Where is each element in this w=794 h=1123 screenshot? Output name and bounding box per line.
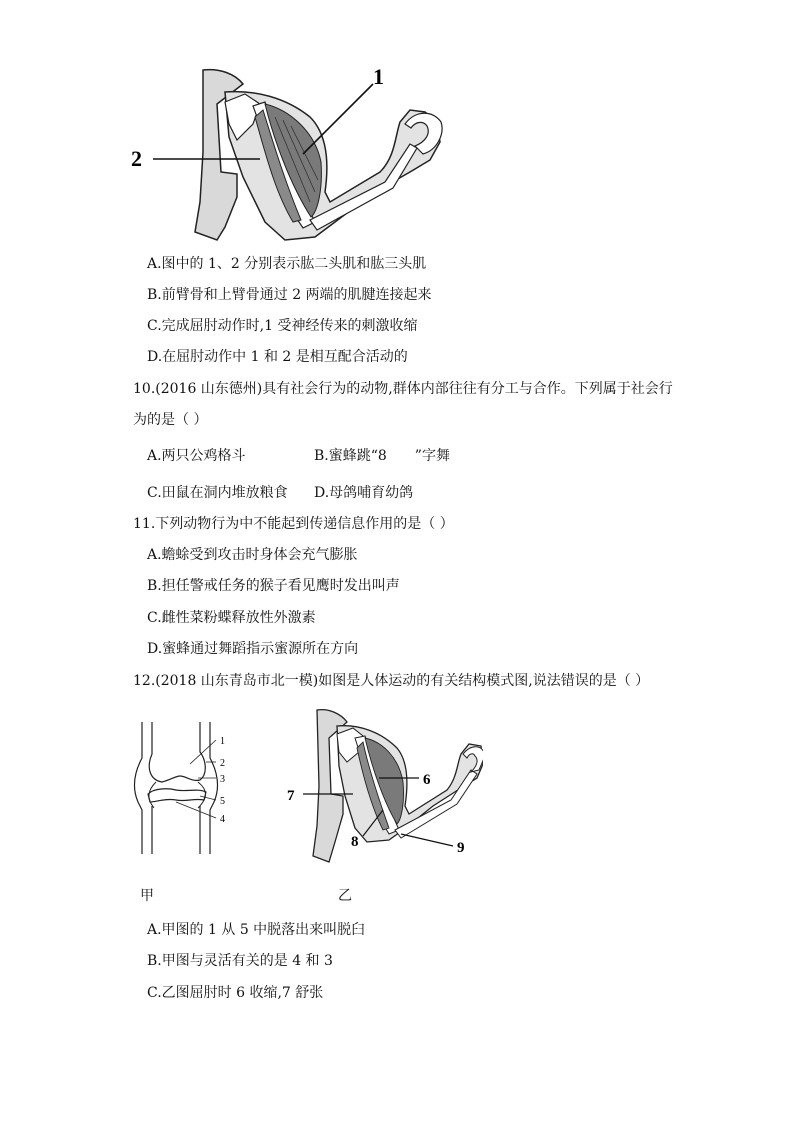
yi-label-7: 7: [287, 788, 295, 804]
q10-option-b: B.蜜蜂跳“8 ”字舞: [314, 448, 450, 464]
q9-option-a: A.图中的 1、2 分别表示肱二头肌和肱三头肌: [147, 256, 427, 272]
q12-stem: 12.(2018 山东青岛市北一模)如图是人体运动的有关结构模式图,说法错误的是（ ）: [133, 673, 650, 689]
q10-stem-line2: 为的是（ ）: [133, 412, 208, 428]
q9-option-b: B.前臂骨和上臂骨通过 2 两端的肌腱连接起来: [147, 287, 432, 303]
jia-label-4: 4: [220, 814, 225, 825]
fig-jia-caption: 甲: [140, 888, 154, 904]
figure1-label-1: 1: [373, 64, 384, 89]
arm-figure-yi: [283, 706, 483, 868]
q11-option-b: B.担任警戒任务的猴子看见鹰时发出叫声: [147, 578, 400, 594]
q10-option-d: D.母鸽哺育幼鸽: [314, 485, 414, 501]
jia-label-5: 5: [220, 796, 225, 807]
arm-muscle-figure-1: [125, 62, 455, 247]
q11-option-d: D.蜜蜂通过舞蹈指示蜜源所在方向: [147, 641, 359, 657]
q9-option-d: D.在屈肘动作中 1 和 2 是相互配合活动的: [147, 349, 408, 365]
q11-option-a: A.蟾蜍受到攻击时身体会充气膨胀: [147, 547, 358, 563]
q12-option-c: C.乙图屈肘时 6 收缩,7 舒张: [147, 985, 324, 1001]
yi-label-9: 9: [457, 840, 465, 856]
q10-stem-line1: 10.(2016 山东德州)具有社会行为的动物,群体内部往往有分工与合作。下列属于社会行: [133, 381, 673, 397]
jia-label-3: 3: [220, 774, 225, 785]
knee-joint-figure-jia: [128, 718, 248, 858]
fig-yi-caption: 乙: [338, 888, 352, 904]
figure1-label-2: 2: [131, 146, 142, 171]
jia-label-1: 1: [220, 736, 225, 747]
q10-option-a: A.两只公鸡格斗: [147, 448, 246, 464]
q11-option-c: C.雌性菜粉蝶释放性外激素: [147, 610, 316, 626]
q12-option-a: A.甲图的 1 从 5 中脱落出来叫脱臼: [147, 922, 366, 938]
q9-option-c: C.完成屈肘动作时,1 受神经传来的刺激收缩: [147, 318, 418, 334]
jia-label-2: 2: [220, 758, 225, 769]
yi-label-8: 8: [351, 834, 359, 850]
q11-stem: 11.下列动物行为中不能起到传递信息作用的是（ ）: [133, 516, 454, 532]
q12-option-b: B.甲图与灵活有关的是 4 和 3: [147, 953, 333, 969]
q10-option-c: C.田鼠在洞内堆放粮食: [147, 485, 288, 501]
yi-label-6: 6: [423, 772, 431, 788]
